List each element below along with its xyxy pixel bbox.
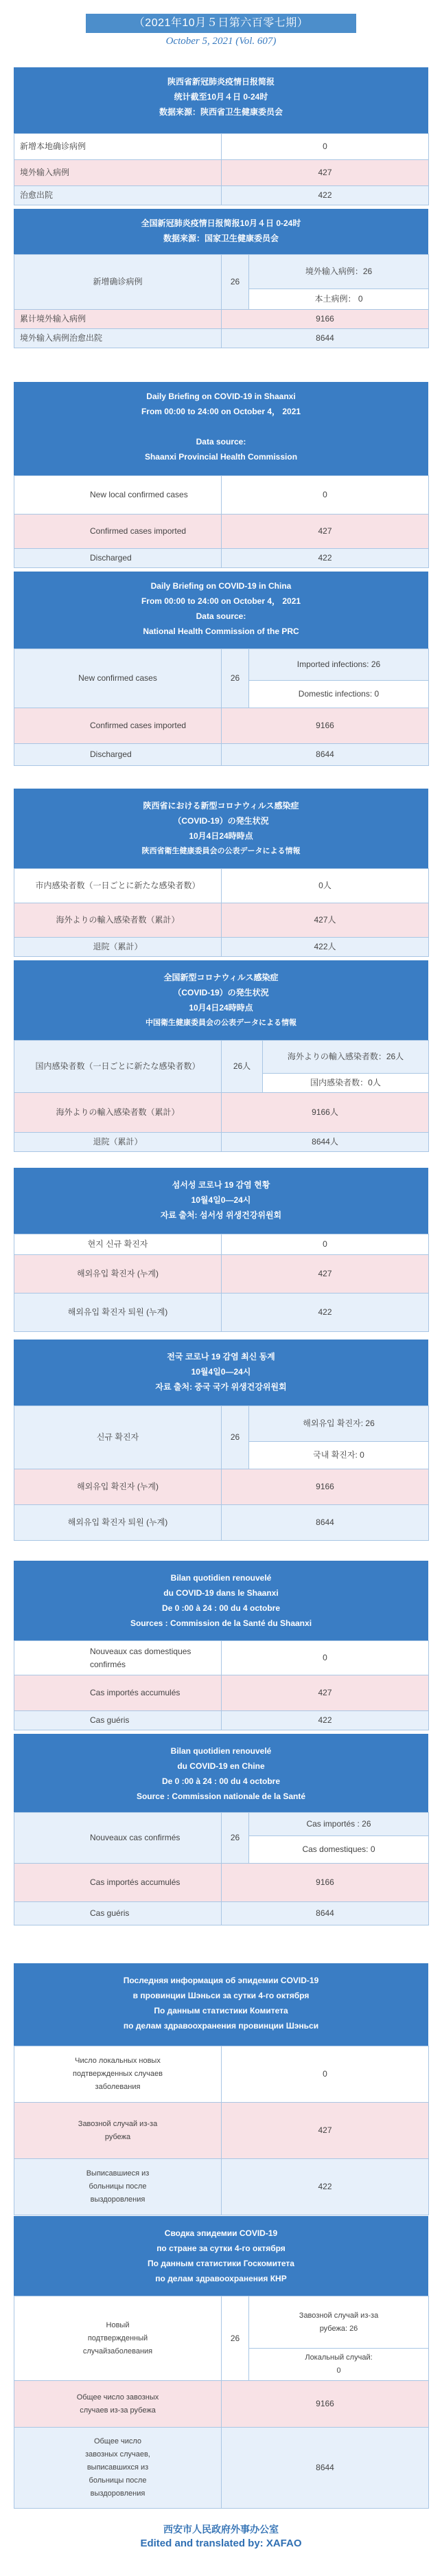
row-label: Общее число завозных случаев, выписавшихся из больницы после выздоровления: [14, 2428, 222, 2509]
row-label: 退院（累計）: [14, 1133, 222, 1152]
issue-date-english: October 5, 2021 (Vol. 607): [165, 36, 277, 47]
table-row: [14, 1041, 429, 1074]
row-label: 境外输入病例治愈出院: [14, 329, 222, 348]
header-line: по делам здравоохранения провинции Шэньси: [123, 2021, 319, 2031]
row-value: 9166: [222, 2381, 429, 2428]
section-header: [14, 1340, 428, 1405]
header-line: 자료 출처: 섬서성 위생건강위원회: [160, 1210, 282, 1220]
header-line: du COVID-19 dans le Shaanxi: [163, 1588, 279, 1598]
table-row: [14, 903, 429, 938]
section-en-shaanxi: [14, 382, 428, 568]
row-value: 0: [222, 1234, 429, 1255]
row-label: Cas importés accumulés: [14, 1864, 222, 1902]
section-cn-shaanxi: [14, 67, 428, 205]
row-label: 海外よりの輸入感染者数（累計）: [14, 903, 222, 938]
header-line: 数据来源：国家卫生健康委员会: [163, 234, 279, 243]
header-line: De 0 :00 à 24 : 00 du 4 octobre: [161, 1603, 281, 1613]
row-value: 427: [222, 160, 429, 186]
section-header: [14, 67, 428, 133]
header-line: По данным статистики Комитета: [154, 2006, 288, 2015]
table-row: [14, 1864, 429, 1902]
section-kr-shaanxi: [14, 1168, 428, 1332]
stats-table: [14, 868, 429, 957]
row-label: Nouveaux cas confirmés: [14, 1813, 222, 1864]
table-row: [14, 708, 429, 744]
header-line: 섬서성 코로나 19 감염 현황: [172, 1180, 270, 1190]
header-line: Data source:: [196, 437, 246, 447]
header-line: Последняя информация об эпидемии COVID-19: [123, 1976, 319, 1985]
table-row: [14, 1406, 429, 1442]
row-label: 신규 확진자: [14, 1406, 222, 1469]
table-row: [14, 1711, 429, 1730]
section-ru-shaanxi: [14, 1963, 428, 2215]
table-row: [14, 1255, 429, 1293]
row-value: 422人: [222, 938, 429, 957]
table-row: [14, 310, 429, 329]
table-row: [14, 2103, 429, 2159]
header-line: 全国新型コロナウィルス感染症: [163, 973, 279, 982]
row-label: 市内感染者数（一日ごとに新たな感染者数）: [14, 869, 222, 903]
row-value: 427: [222, 1255, 429, 1293]
row-label: New local confirmed cases: [14, 476, 222, 515]
header-line: Bilan quotidien renouvelé: [170, 1573, 272, 1583]
header-line: Сводка эпидемии COVID-19: [164, 2228, 278, 2238]
row-label: 해외유입 확진자 퇴원 (누계): [14, 1293, 222, 1332]
header-line: по стране за сутки 4-го октября: [156, 2244, 286, 2253]
row-value: 26: [222, 1406, 249, 1469]
row-label: Cas guéris: [14, 1711, 222, 1730]
row-label: 海外よりの輸入感染者数（累計）: [14, 1093, 222, 1133]
table-row: [14, 1675, 429, 1711]
stats-table: [14, 475, 429, 568]
row-value: 422: [222, 2159, 429, 2215]
header-line: [27, 419, 415, 434]
row-label: Discharged: [14, 549, 222, 568]
row-value: 422: [222, 1293, 429, 1332]
header-line: Daily Briefing on COVID-19 in China: [150, 581, 292, 591]
sub-value: Imported infections: 26: [249, 649, 429, 681]
table-row: [14, 2428, 429, 2509]
row-label: 현지 신규 확진자: [14, 1234, 222, 1255]
header-line: 全国新冠肺炎疫情日报简报10月４日 0-24时: [141, 218, 301, 228]
sub-value: 国内感染者数：0人: [263, 1074, 429, 1093]
table-row: [14, 938, 429, 957]
section-header: [14, 789, 428, 868]
sub-value: Cas domestiques: 0: [249, 1836, 429, 1864]
table-row: [14, 255, 429, 289]
row-value: 0: [222, 476, 429, 515]
stats-table: [14, 2296, 429, 2509]
table-row: [14, 869, 429, 903]
table-row: [14, 1641, 429, 1675]
row-label: Число локальных новых подтвержденных случаев заболевания: [14, 2046, 222, 2103]
header-line: 10월4일0—24시: [191, 1367, 251, 1377]
row-label: 해외유입 확진자 퇴원 (누계): [14, 1505, 222, 1541]
sub-value: 境外输入病例：26: [249, 255, 429, 289]
row-label: 新增本地确诊病例: [14, 134, 222, 160]
header-line: From 00:00 to 24:00 on October 4， 2021: [141, 407, 301, 416]
header-line: по делам здравоохранения КНР: [155, 2274, 287, 2283]
section-kr-china: [14, 1340, 428, 1541]
row-label: Discharged: [14, 744, 222, 766]
sub-value: Domestic infections: 0: [249, 681, 429, 708]
section-fr-china: [14, 1734, 428, 1925]
row-value: 422: [222, 1711, 429, 1730]
row-value: 422: [222, 549, 429, 568]
row-label: Новый подтвержденный случайзаболевания: [14, 2296, 222, 2381]
section-en-china: [14, 572, 428, 766]
stats-table: [14, 2046, 429, 2215]
section-jp-china: [14, 960, 428, 1152]
table-row: [14, 2381, 429, 2428]
row-label: Nouveaux cas domestiques confirmés: [14, 1641, 222, 1675]
row-label: Cas importés accumulés: [14, 1675, 222, 1711]
footer-credit: Edited and translated by: XAFAO: [140, 2538, 302, 2549]
header-line: 자료 출처: 중국 국가 위생건강위원회: [155, 1382, 287, 1392]
row-label: 해외유입 확진자 (누계): [14, 1469, 222, 1505]
header-line: 10月4日24時時点: [189, 831, 253, 841]
row-value: 0人: [222, 869, 429, 903]
table-row: [14, 2296, 429, 2349]
sub-value: 해외유입 확진자: 26: [249, 1406, 429, 1442]
row-value: 9166: [222, 1864, 429, 1902]
table-row: [14, 549, 429, 568]
row-value: 427: [222, 1675, 429, 1711]
table-row: [14, 515, 429, 549]
section-header: [14, 1963, 428, 2046]
row-value: 8644: [222, 744, 429, 766]
table-row: [14, 1813, 429, 1836]
row-value: 427: [222, 515, 429, 549]
header-line: 전국 코로나 19 감염 최신 동계: [167, 1352, 275, 1362]
header-line: 数据来源：陕西省卫生健康委员会: [159, 107, 283, 117]
header-line: 10월4일0—24시: [191, 1195, 251, 1205]
row-value: 0: [222, 2046, 429, 2103]
header-line: Shaanxi Provincial Health Commission: [144, 452, 298, 462]
stats-table: [14, 1812, 429, 1925]
header-line: 10月4日24時時点: [189, 1003, 253, 1013]
row-value: 26: [222, 1813, 249, 1864]
section-cn-china: [14, 209, 428, 348]
section-header: [14, 2216, 428, 2296]
row-label: 境外输入病例: [14, 160, 222, 186]
sub-value: 本土病例： 0: [249, 289, 429, 310]
table-row: [14, 1293, 429, 1332]
header-line: 陕西省新冠肺炎疫情日报简报: [167, 77, 275, 87]
row-value: 26人: [222, 1041, 263, 1093]
header-line: Sources : Commission de la Santé du Shaanxi: [130, 1618, 312, 1628]
row-label: 新增确诊病例: [14, 255, 222, 310]
row-value: 9166: [222, 1469, 429, 1505]
table-row: [14, 2159, 429, 2215]
stats-table: [14, 133, 429, 205]
table-row: [14, 160, 429, 186]
sub-value: Завозной случай из-за рубежа: 26: [249, 2296, 429, 2349]
section-header: [14, 382, 428, 475]
table-row: [14, 744, 429, 766]
row-value: 0: [222, 1641, 429, 1675]
header-line: в провинции Шэньси за сутки 4-го октября: [132, 1991, 310, 2000]
stats-table: [14, 1040, 429, 1152]
table-row: [14, 329, 429, 348]
row-value: 8644: [222, 1902, 429, 1925]
row-value: 26: [222, 2296, 249, 2381]
table-row: [14, 1093, 429, 1133]
section-header: [14, 960, 428, 1040]
row-value: 427人: [222, 903, 429, 938]
sub-value: 海外よりの輸入感染者数：26人: [263, 1041, 429, 1074]
row-value: 8644: [222, 2428, 429, 2509]
header-line: По данным статистики Госкомитета: [148, 2259, 294, 2268]
section-header: [14, 1561, 428, 1640]
stats-table: [14, 648, 429, 766]
row-label: Завозной случай из-за рубежа: [14, 2103, 222, 2159]
sub-value: 국내 확진자: 0: [249, 1442, 429, 1469]
table-row: [14, 649, 429, 681]
footer-organization: 西安市人民政府外事办公室: [163, 2524, 279, 2535]
stats-table: [14, 1234, 429, 1332]
row-value: 8644: [222, 1505, 429, 1541]
header-line: （COVID-19）の発生状況: [173, 988, 269, 997]
sub-value: Локальный случай: 0: [249, 2349, 429, 2381]
stats-table: [14, 1405, 429, 1541]
row-label: Выписавшиеся из больницы после выздоровления: [14, 2159, 222, 2215]
header-line: De 0 :00 à 24 : 00 du 4 octobre: [161, 1776, 281, 1786]
section-header: [14, 1168, 428, 1234]
row-value: 9166人: [222, 1093, 429, 1133]
row-value: 427: [222, 2103, 429, 2159]
row-value: 26: [222, 255, 249, 310]
section-ru-china: [14, 2216, 428, 2509]
table-row: [14, 476, 429, 515]
row-value: 422: [222, 186, 429, 205]
row-label: Общее число завозных случаев из-за рубежа: [14, 2381, 222, 2428]
header-line: Bilan quotidien renouvelé: [170, 1746, 272, 1756]
row-value: 9166: [222, 708, 429, 744]
row-value: 8644人: [222, 1133, 429, 1152]
header-line: 中国衛生健康委員会の公表データによる情報: [146, 1019, 296, 1027]
header-line: From 00:00 to 24:00 on October 4， 2021: [141, 596, 301, 606]
header-line: du COVID-19 en Chine: [177, 1761, 265, 1771]
header-line: （COVID-19）の発生状況: [173, 816, 269, 826]
table-row: [14, 1505, 429, 1541]
row-value: 8644: [222, 329, 429, 348]
header-line: 陝西省衛生健康委員会の公表データによる情報: [141, 847, 301, 855]
row-label: 治愈出院: [14, 186, 222, 205]
header-line: National Health Commission of the PRC: [143, 626, 299, 636]
section-jp-shaanxi: [14, 789, 428, 957]
header-line: Source : Commission nationale de la Santé: [136, 1792, 306, 1801]
stats-table: [14, 1640, 429, 1730]
issue-date-banner: （2021年10月５日第六百零七期）: [86, 14, 356, 33]
row-label: Cas guéris: [14, 1902, 222, 1925]
row-label: 退院（累計）: [14, 938, 222, 957]
section-header: [14, 209, 428, 254]
section-header: [14, 572, 428, 648]
header-line: 统计截至10月４日 0-24时: [174, 92, 268, 102]
stats-table: [14, 254, 429, 348]
table-row: [14, 1902, 429, 1925]
table-row: [14, 186, 429, 205]
table-row: [14, 1469, 429, 1505]
row-value: 9166: [222, 310, 429, 329]
header-line: Data source:: [196, 611, 246, 621]
table-row: [14, 1234, 429, 1255]
row-label: New confirmed cases: [14, 649, 222, 708]
row-label: Confirmed cases imported: [14, 515, 222, 549]
section-fr-shaanxi: [14, 1561, 428, 1730]
table-row: [14, 2046, 429, 2103]
section-header: [14, 1734, 428, 1812]
row-value: 26: [222, 649, 249, 708]
row-value: 0: [222, 134, 429, 160]
row-label: 해외유입 확진자 (누계): [14, 1255, 222, 1293]
row-label: 国内感染者数（一日ごとに新たな感染者数）: [14, 1041, 222, 1093]
header-line: 陝西省における新型コロナウィルス感染症: [143, 801, 299, 811]
row-label: 累计境外输入病例: [14, 310, 222, 329]
header-line: Daily Briefing on COVID-19 in Shaanxi: [146, 392, 296, 401]
row-label: Confirmed cases imported: [14, 708, 222, 744]
table-row: [14, 1133, 429, 1152]
sub-value: Cas importés : 26: [249, 1813, 429, 1836]
table-row: [14, 134, 429, 160]
